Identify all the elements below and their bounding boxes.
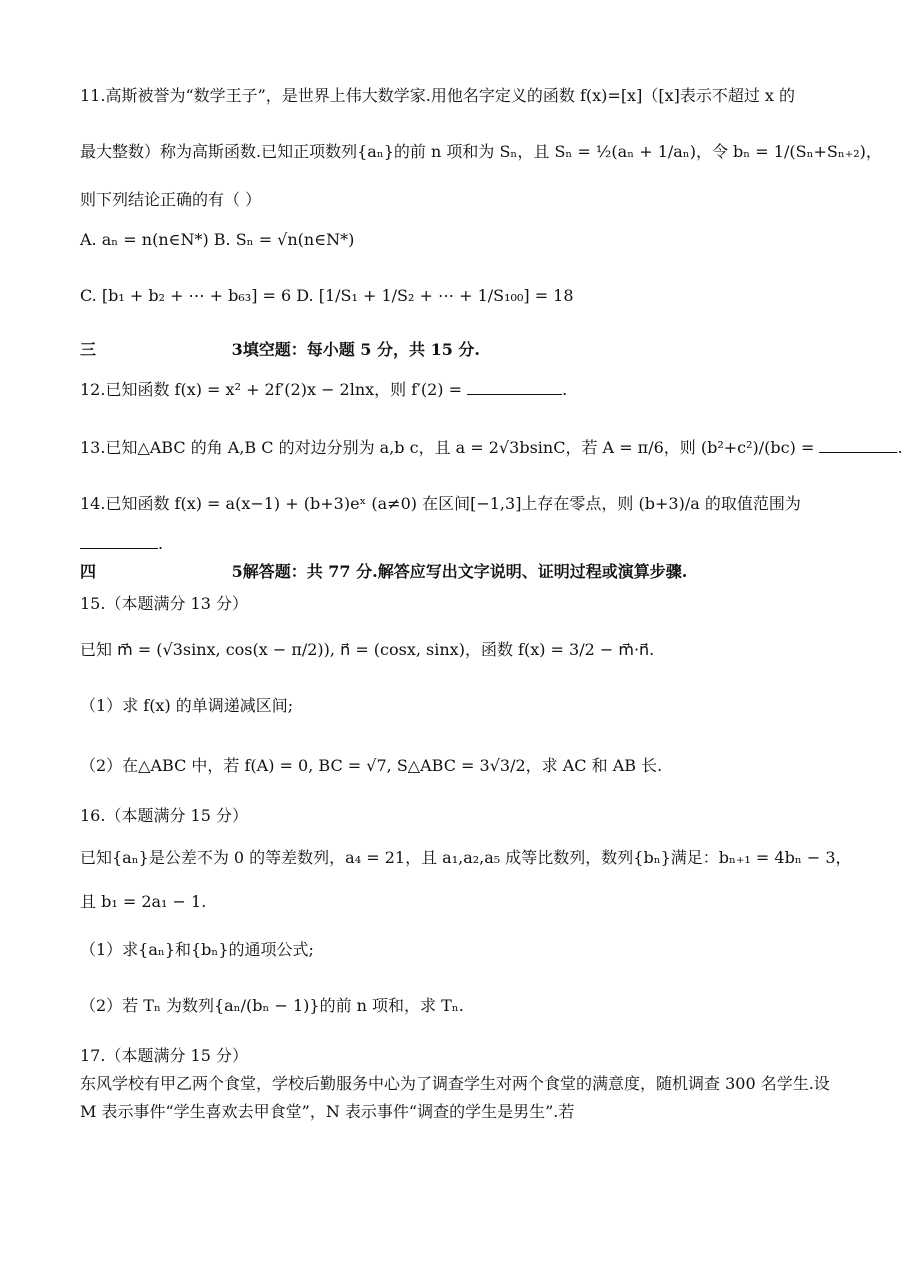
- q11-line3: 则下列结论正确的有（ ）: [80, 190, 262, 209]
- answer-blank: [80, 534, 158, 549]
- section-number: 四: [80, 562, 97, 581]
- q13-text: 13.已知△ABC 的角 A,B C 的对边分别为 a,b c，且 a = 2√3bsinC，若 A = π/6，则 (b²+c²)/(bc) =: [80, 438, 815, 457]
- q15-part1: （1）求 f(x) 的单调递减区间;: [80, 696, 294, 715]
- q14-text: 14.已知函数 f(x) = a(x−1) + (b+3)eˣ (a≠0) 在区间[−1,3]上存在零点，则 (b+3)/a 的取值范围为: [80, 494, 801, 513]
- q17-stem-line2: M 表示事件“学生喜欢去甲食堂”，N 表示事件“调查的学生是男生”.若: [80, 1102, 575, 1121]
- section-number: 三: [80, 340, 97, 359]
- q11-line1: 11.高斯被誉为“数学王子”，是世界上伟大数学家.用他名字定义的函数 f(x)=[x]（[x]表示不超过 x 的: [80, 86, 796, 105]
- q16-stem-line2: 且 b₁ = 2a₁ − 1.: [80, 892, 207, 911]
- section-three-heading: [80, 338, 830, 362]
- q12-text: 12.已知函数 f(x) = x² + 2f′(2)x − 2lnx，则 f′(2) =: [80, 380, 462, 399]
- answer-blank: [819, 438, 897, 453]
- q12: 12.已知函数 f(x) = x² + 2f′(2)x − 2lnx，则 f′(2) = .: [80, 380, 568, 399]
- q13: 13.已知△ABC 的角 A,B C 的对边分别为 a,b c，且 a = 2√3bsinC，若 A = π/6，则 (b²+c²)/(bc) = .: [80, 438, 903, 457]
- answer-blank: [467, 380, 562, 395]
- q15-stem: 已知 m⃗ = (√3sinx, cos(x − π/2)), n⃗ = (cosx, sinx)，函数 f(x) = 3/2 − m⃗·n⃗.: [80, 640, 655, 659]
- section-title: 3填空题：每小题 5 分，共 15 分.: [231, 340, 480, 359]
- section-title: 5解答题：共 77 分.解答应写出文字说明、证明过程或演算步骤.: [231, 562, 688, 581]
- q14-blank-line: .: [80, 532, 830, 556]
- q15-header: 15.（本题满分 13 分）: [80, 594, 248, 613]
- q17-header: 17.（本题满分 15 分）: [80, 1046, 248, 1065]
- section-four-heading: [80, 560, 830, 584]
- q11-line2: 最大整数）称为高斯函数.已知正项数列{aₙ}的前 n 项和为 Sₙ，且 Sₙ = ½(aₙ + 1/aₙ)，令 bₙ = 1/(Sₙ+Sₙ₊₂)，: [80, 142, 882, 161]
- q17-stem-line1: 东风学校有甲乙两个食堂，学校后勤服务中心为了调查学生对两个食堂的满意度，随机调查 300 名学生.设: [80, 1074, 830, 1093]
- q15-part2: （2）在△ABC 中，若 f(A) = 0, BC = √7, S△ABC = 3√3/2，求 AC 和 AB 长.: [80, 756, 663, 775]
- q11-options-cd: C. [b₁ + b₂ + ⋯ + b₆₃] = 6 D. [1/S₁ + 1/S₂ + ⋯ + 1/S₁₀₀] = 18: [80, 286, 574, 305]
- q16-stem-line1: 已知{aₙ}是公差不为 0 的等差数列，a₄ = 21，且 a₁,a₂,a₅ 成等比数列，数列{bₙ}满足：bₙ₊₁ = 4bₙ − 3，: [80, 848, 852, 867]
- q11-options-ab: A. aₙ = n(n∈N*) B. Sₙ = √n(n∈N*): [80, 230, 355, 249]
- q16-header: 16.（本题满分 15 分）: [80, 806, 248, 825]
- q16-part2: （2）若 Tₙ 为数列{aₙ/(bₙ − 1)}的前 n 项和，求 Tₙ.: [80, 996, 464, 1015]
- q16-part1: （1）求{aₙ}和{bₙ}的通项公式;: [80, 940, 314, 959]
